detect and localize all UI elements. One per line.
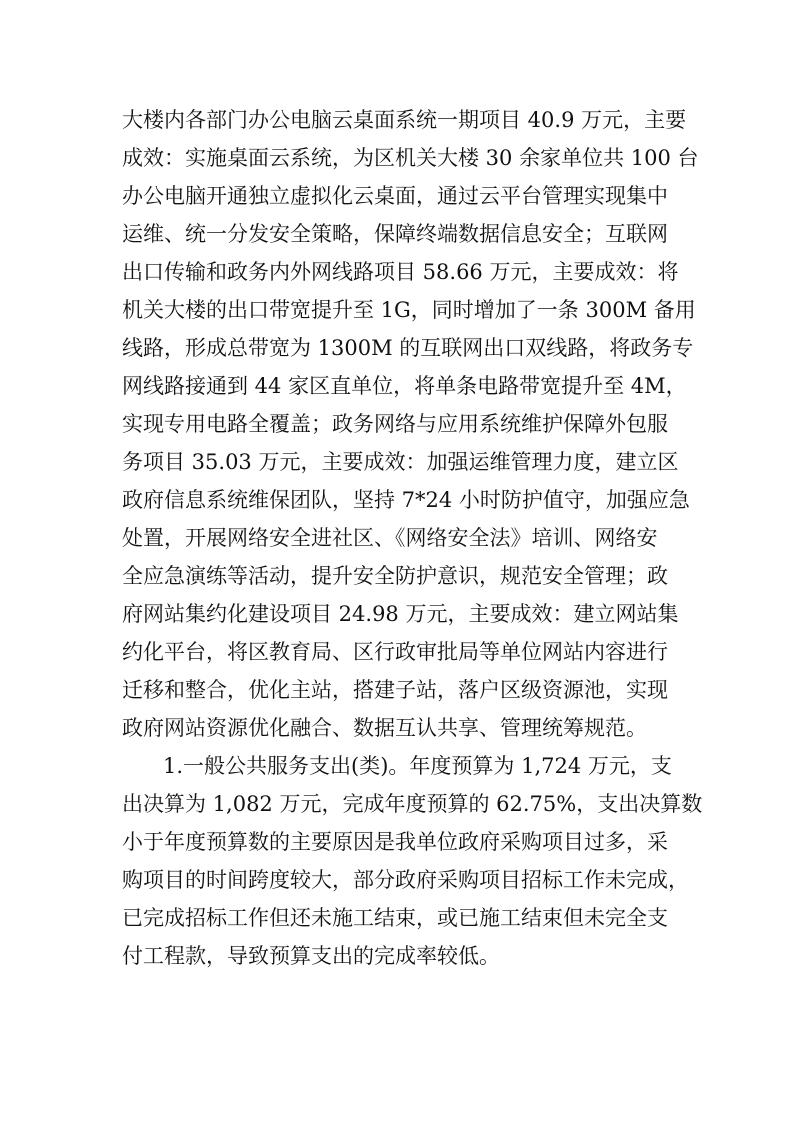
text-line: 出决算为 1,082 万元，完成年度预算的 62.75%，支出决算数 (122, 792, 703, 816)
text-line: 购项目的时间跨度较大，部分政府采购项目招标工作未完成， (122, 868, 689, 892)
text-line: 付工程款，导致预算支出的完成率较低。 (122, 944, 500, 968)
text-line: 已完成招标工作但还未施工结束，或已施工结束但未完全支 (122, 906, 668, 930)
text-line: 网线路接通到 44 家区直单位，将单条电路带宽提升至 4M， (122, 374, 687, 398)
text-line: 出口传输和政务内外网线路项目 58.66 万元，主要成效：将 (122, 260, 679, 284)
text-line: 1.一般公共服务支出(类)。年度预算为 1,724 万元，支 (163, 754, 672, 778)
text-line: 政府网站资源优化融合、数据互认共享、管理统筹规范。 (122, 716, 647, 740)
text-line: 全应急演练等活动，提升安全防护意识，规范安全管理；政 (122, 564, 668, 588)
text-line: 务项目 35.03 万元，主要成效：加强运维管理力度，建立区 (122, 450, 679, 474)
text-line: 运维、统一分发安全策略，保障终端数据信息安全；互联网 (122, 222, 668, 246)
text-line: 机关大楼的出口带宽提升至 1G，同时增加了一条 300M 备用 (122, 298, 696, 322)
text-line: 成效：实施桌面云系统，为区机关大楼 30 余家单位共 100 台 (122, 146, 699, 170)
text-line: 小于年度预算数的主要原因是我单位政府采购项目过多，采 (122, 830, 668, 854)
text-line: 政府信息系统维保团队，坚持 7*24 小时防护值守，加强应急 (122, 488, 690, 512)
text-line: 处置，开展网络安全进社区、《网络安全法》培训、网络安 (122, 526, 658, 550)
text-line: 约化平台，将区教育局、区行政审批局等单位网站内容进行 (122, 640, 668, 664)
text-line: 办公电脑开通独立虚拟化云桌面，通过云平台管理实现集中 (122, 184, 668, 208)
text-line: 线路，形成总带宽为 1300M 的互联网出口双线路，将政务专 (122, 336, 694, 360)
text-line: 大楼内各部门办公电脑云桌面系统一期项目 40.9 万元，主要 (122, 108, 687, 132)
text-line: 实现专用电路全覆盖；政务网络与应用系统维护保障外包服 (122, 412, 668, 436)
text-line: 府网站集约化建设项目 24.98 万元，主要成效：建立网站集 (122, 602, 679, 626)
text-line: 迁移和整合，优化主站，搭建子站，落户区级资源池，实现 (122, 678, 668, 702)
